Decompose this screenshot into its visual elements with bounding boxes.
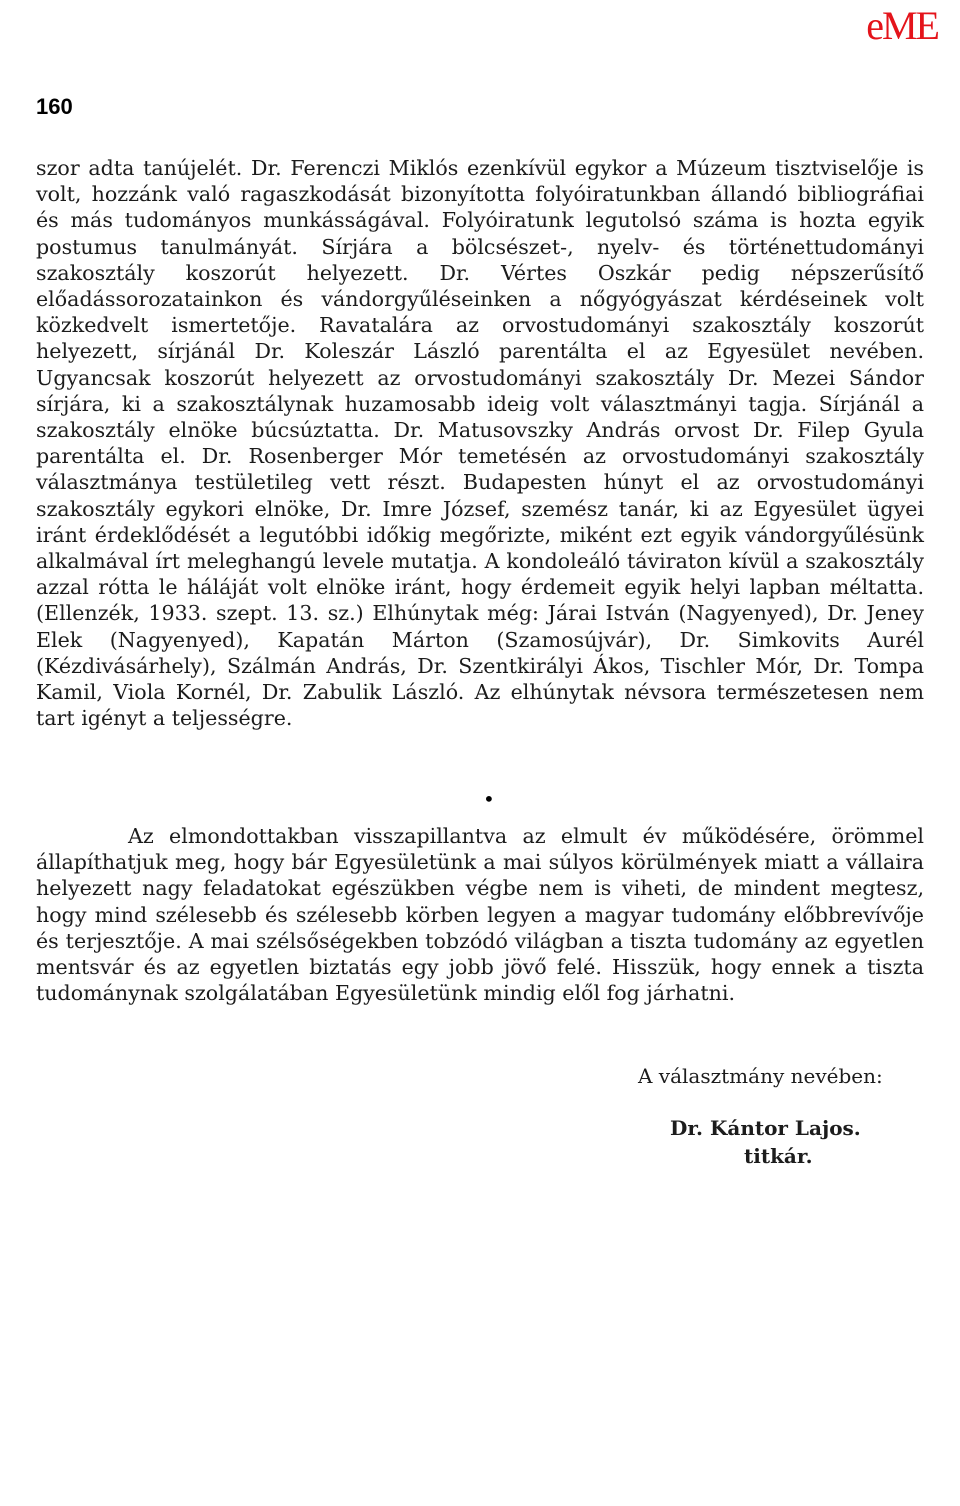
publisher-logo: eME (866, 3, 938, 48)
section-divider: • (483, 787, 495, 811)
body-paragraph-1: szor adta tanújelét. Dr. Ferenczi Miklós ezenkívül egykor a Múzeum tisztviselője is volt, hozzánk való ragaszkodását bizonyította folyóiratunkban állandó bibliográfiai és más tudományos munkásságával. Folyóiratunk legutolsó száma is hozta egyik postumus tanulmányát. Sírjára a bölcsészet-, nyelv- és történettudományi szakosztály koszorút helyezett. Dr. Vértes Oszkár pedig népszerűsítő előadássorozatainkon és vándorgyűléseinken a nőgyógyászat kérdéseinek volt közkedvelt ismertetője. Ravatalára az orvostudományi szakosztály koszorút helyezett, sírjánál Dr. Koleszár László parentálta el az Egyesület nevében. Ugyancsak koszorút helyezett az orvostudományi szakosztály Dr. Mezei Sándor sírjára, ki a szakosztálynak huzamosabb ideig volt választmányi tagja. Sírjánál a szakosztály elnöke búcsúztatta. Dr. Matusovszky András orvost Dr. Filep Gyula parentálta el. Dr. Rosenberger Mór temetésén az orvostudományi szakosztály választmánya testületileg vett részt. Budapesten húnyt el az orvostudományi szakosztály egykori elnöke, Dr. Imre József, szemész tanár, ki az Egyesület ügyei iránt érdeklődését a legutóbbi időkig megőrizte, miként ezt egyik vándorgyűlésünk alkalmával írt meleghangú levele mutatja. A kondoleáló táviraton kívül a szakosztály azzal rótta le háláját volt elnöke iránt, hogy érdemeit egyik helyi lapban méltatta. (Ellenzék, 1933. szept. 13. sz.) Elhúnytak még: Járai István (Nagyenyed), Dr. Jeney Elek (Nagyenyed), Kapatán Márton (Szamosújvár), Dr. Simkovits Aurél (Kézdivásárhely), Szálmán András, Dr. Szentkirályi Ákos, Tischler Mór, Dr. Tompa Kamil, Viola Kornél, Dr. Zabulik László. Az elhúnytak névsora természetesen nem tart igényt a teljességre. (36, 156, 924, 731)
body-paragraph-2: Az elmondottakban visszapillantva az elmult év működésére, örömmel állapíthatjuk meg, hogy bár Egyesületünk a mai súlyos körülmények miatt a vállaira helyezett nagy feladatokat egészükben végbe nem is viheti, de mindent megtesz, hogy mind szélesebb és szélesebb körben legyen a magyar tudomány előbbrevívője és terjesztője. A mai szélsőségekben tobzódó világban a tiszta tudomány az egyetlen mentsvár és az egyetlen biztatás egy jobb jövő felé. Hisszük, hogy ennek a tiszta tudománynak szolgálatában Egyesületünk mindig elől fog járhatni. (36, 824, 924, 1006)
signature-intro: A választmány nevében: (638, 1064, 883, 1088)
page-number: 160 (36, 94, 73, 119)
signature-title: titkár. (744, 1144, 813, 1168)
signature-name: Dr. Kántor Lajos. (670, 1116, 861, 1140)
